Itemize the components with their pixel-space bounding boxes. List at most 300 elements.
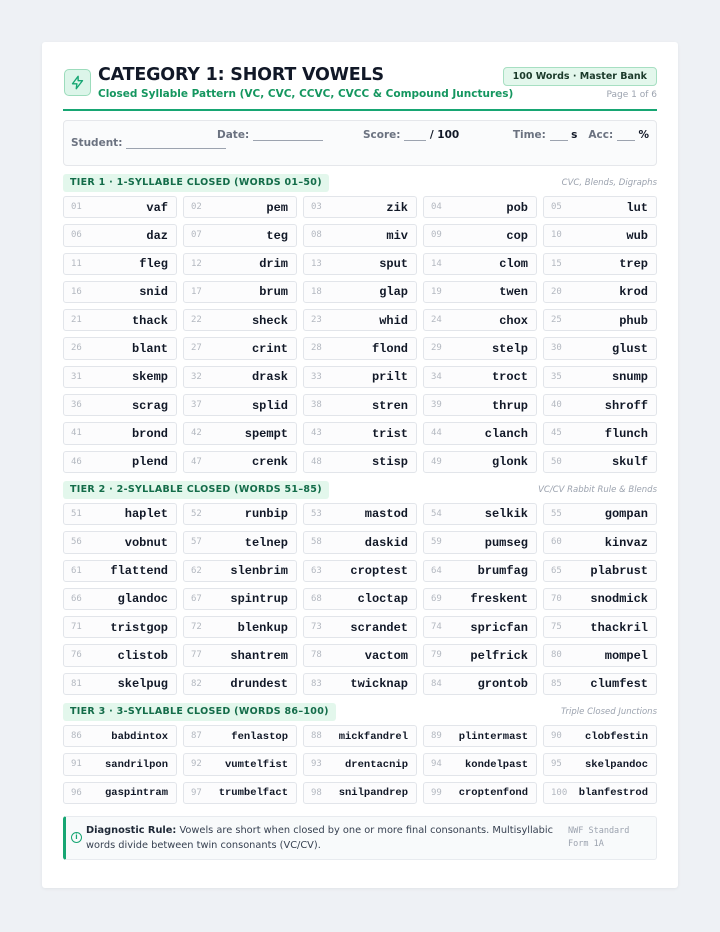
word-text: freskent <box>470 592 528 607</box>
acc-unit: % <box>638 129 649 141</box>
word-text: skemp <box>131 370 168 385</box>
tier-header <box>63 703 657 723</box>
word-text: slenbrim <box>230 564 288 579</box>
word-text: thackril <box>590 620 648 635</box>
word-number: 92 <box>191 759 202 770</box>
word-number: 64 <box>431 565 442 576</box>
word-number: 85 <box>551 678 562 689</box>
word-cell <box>63 281 177 303</box>
word-cell <box>543 253 657 275</box>
word-text: stren <box>371 398 408 413</box>
tier-label: TIER 3 · 3-SYLLABLE CLOSED (WORDS 86–100) <box>63 703 336 721</box>
word-number: 59 <box>431 537 442 548</box>
word-cell <box>303 366 417 388</box>
word-cell <box>303 309 417 331</box>
word-cell <box>423 422 537 444</box>
word-number: 10 <box>551 230 562 241</box>
word-text: daz <box>146 228 168 243</box>
time-label: Time: <box>512 129 546 141</box>
word-number: 40 <box>551 400 562 411</box>
word-cell <box>183 588 297 610</box>
word-cell <box>183 725 297 747</box>
word-number: 30 <box>551 343 562 354</box>
word-number: 73 <box>311 622 322 633</box>
word-cell <box>423 281 537 303</box>
word-number: 21 <box>71 315 82 326</box>
word-cell <box>423 673 537 695</box>
student-field[interactable] <box>71 129 226 149</box>
word-text: krod <box>619 285 648 300</box>
diagnostic-rule <box>86 823 556 853</box>
word-cell <box>303 253 417 275</box>
word-number: 83 <box>311 678 322 689</box>
word-number: 55 <box>551 508 562 519</box>
word-text: thrup <box>491 398 528 413</box>
word-text: drim <box>259 257 288 272</box>
word-number: 09 <box>431 230 442 241</box>
word-cell <box>183 782 297 804</box>
word-text: sandrilpon <box>104 758 168 771</box>
word-cell <box>423 531 537 553</box>
word-number: 93 <box>311 759 322 770</box>
word-number: 36 <box>71 400 82 411</box>
word-number: 79 <box>431 650 442 661</box>
word-cell <box>303 531 417 553</box>
word-text: haplet <box>124 507 168 522</box>
word-number: 66 <box>71 593 82 604</box>
acc-input-line[interactable] <box>617 129 635 141</box>
word-text: drentacnip <box>344 758 408 771</box>
word-number: 17 <box>191 286 202 297</box>
word-number: 23 <box>311 315 322 326</box>
word-cell <box>543 560 657 582</box>
word-text: cop <box>506 228 528 243</box>
tier-header <box>63 174 657 194</box>
score-label: Score: <box>363 129 401 141</box>
date-input-line[interactable] <box>253 129 323 141</box>
word-number: 46 <box>71 456 82 467</box>
word-number: 20 <box>551 286 562 297</box>
word-text: kondelpast <box>464 758 528 771</box>
word-text: croptenfond <box>458 787 528 800</box>
word-text: spricfan <box>470 620 528 635</box>
word-number: 48 <box>311 456 322 467</box>
word-number: 94 <box>431 759 442 770</box>
word-grid <box>63 196 657 473</box>
word-text: clumfest <box>590 677 648 692</box>
word-text: sput <box>379 257 408 272</box>
word-number: 96 <box>71 787 82 798</box>
word-cell <box>543 281 657 303</box>
word-text: drask <box>251 370 288 385</box>
word-cell <box>543 644 657 666</box>
word-number: 22 <box>191 315 202 326</box>
score-total: / 100 <box>429 129 460 141</box>
word-number: 52 <box>191 508 202 519</box>
word-number: 63 <box>311 565 322 576</box>
word-cell <box>63 588 177 610</box>
tier-header <box>63 481 657 501</box>
word-text: plend <box>131 455 168 470</box>
word-text: flond <box>371 341 408 356</box>
word-number: 18 <box>311 286 322 297</box>
word-number: 60 <box>551 537 562 548</box>
word-text: clobfestin <box>584 730 648 743</box>
word-text: skulf <box>611 455 648 470</box>
word-cell <box>543 309 657 331</box>
word-text: twicknap <box>350 677 408 692</box>
word-cell <box>423 337 537 359</box>
word-cell <box>543 337 657 359</box>
rule-text: Vowels are short when closed by one or more final consonants. Multisyllabic words divide between twin consonants (VC/CV). <box>86 824 554 851</box>
word-cell <box>543 422 657 444</box>
word-cell <box>183 451 297 473</box>
word-text: scrandet <box>350 620 408 635</box>
page-number: Page 1 of 6 <box>606 90 657 100</box>
word-number: 87 <box>191 731 202 742</box>
lightning-bolt-icon <box>64 69 91 96</box>
word-number: 45 <box>551 428 562 439</box>
word-cell <box>183 753 297 775</box>
word-number: 61 <box>71 565 82 576</box>
word-text: glap <box>379 285 408 300</box>
word-text: trumbelfact <box>218 787 288 800</box>
word-number: 26 <box>71 343 82 354</box>
word-text: vactom <box>364 648 408 663</box>
word-cell <box>423 309 537 331</box>
word-cell <box>303 337 417 359</box>
word-cell <box>183 616 297 638</box>
word-text: sheck <box>251 313 288 328</box>
word-text: trist <box>371 426 408 441</box>
word-cell <box>183 394 297 416</box>
word-text: blant <box>131 341 168 356</box>
word-text: lut <box>626 200 648 215</box>
word-text: stelp <box>491 341 528 356</box>
word-text: pob <box>506 200 528 215</box>
word-text: blanfestrod <box>578 787 648 800</box>
word-text: plabrust <box>590 564 648 579</box>
word-grid <box>63 503 657 695</box>
standard-form-label <box>568 825 638 851</box>
word-number: 82 <box>191 678 202 689</box>
word-cell <box>423 782 537 804</box>
word-cell <box>303 673 417 695</box>
word-number: 38 <box>311 400 322 411</box>
word-text: whid <box>379 313 408 328</box>
word-number: 06 <box>71 230 82 241</box>
word-text: flattend <box>110 564 168 579</box>
word-number: 19 <box>431 286 442 297</box>
student-info-box <box>63 120 657 166</box>
word-cell <box>303 588 417 610</box>
word-cell <box>183 196 297 218</box>
word-number: 75 <box>551 622 562 633</box>
word-cell <box>183 366 297 388</box>
word-cell <box>423 366 537 388</box>
word-text: thack <box>131 313 168 328</box>
word-cell <box>423 503 537 525</box>
word-text: glust <box>611 341 648 356</box>
time-input-line[interactable] <box>550 129 568 141</box>
word-count-badge: 100 Words · Master Bank <box>503 67 657 86</box>
word-number: 98 <box>311 787 322 798</box>
word-text: spintrup <box>230 592 288 607</box>
word-cell <box>63 616 177 638</box>
word-text: spempt <box>244 426 288 441</box>
word-number: 14 <box>431 258 442 269</box>
word-cell <box>543 616 657 638</box>
word-number: 62 <box>191 565 202 576</box>
word-number: 53 <box>311 508 322 519</box>
word-cell <box>543 394 657 416</box>
word-cell <box>543 196 657 218</box>
word-cell <box>423 616 537 638</box>
word-cell <box>303 281 417 303</box>
word-text: zik <box>386 200 408 215</box>
word-text: kinvaz <box>604 535 648 550</box>
word-number: 07 <box>191 230 202 241</box>
word-number: 80 <box>551 650 562 661</box>
word-cell <box>543 782 657 804</box>
word-cell <box>543 531 657 553</box>
word-number: 67 <box>191 593 202 604</box>
worksheet-header <box>63 42 657 111</box>
word-cell <box>183 531 297 553</box>
word-text: crenk <box>251 455 288 470</box>
word-cell <box>423 560 537 582</box>
standard-line-1: NWF Standard <box>568 825 630 836</box>
word-cell <box>303 196 417 218</box>
word-number: 100 <box>551 787 568 798</box>
word-number: 12 <box>191 258 202 269</box>
word-number: 13 <box>311 258 322 269</box>
word-cell <box>183 224 297 246</box>
word-cell <box>303 224 417 246</box>
acc-label: Acc: <box>588 129 614 141</box>
word-text: snump <box>611 370 648 385</box>
word-number: 88 <box>311 731 322 742</box>
word-cell <box>423 644 537 666</box>
word-text: pumseg <box>484 535 528 550</box>
word-cell <box>63 503 177 525</box>
word-text: scrag <box>131 398 168 413</box>
word-number: 44 <box>431 428 442 439</box>
word-number: 70 <box>551 593 562 604</box>
diagnostic-rule-box <box>63 816 657 860</box>
word-number: 58 <box>311 537 322 548</box>
word-text: flunch <box>604 426 648 441</box>
word-text: daskid <box>364 535 408 550</box>
word-cell <box>423 753 537 775</box>
word-text: vaf <box>146 200 168 215</box>
word-cell <box>63 753 177 775</box>
word-number: 15 <box>551 258 562 269</box>
word-cell <box>543 673 657 695</box>
worksheet-page <box>42 42 678 888</box>
word-number: 51 <box>71 508 82 519</box>
word-cell <box>543 503 657 525</box>
word-cell <box>303 644 417 666</box>
word-cell <box>63 644 177 666</box>
student-input-line[interactable] <box>126 137 226 149</box>
word-text: glandoc <box>117 592 168 607</box>
tier-sections <box>63 174 657 804</box>
word-number: 11 <box>71 258 82 269</box>
page-title: CATEGORY 1: SHORT VOWELS <box>98 65 384 85</box>
date-field[interactable] <box>217 129 323 141</box>
word-text: wub <box>626 228 648 243</box>
word-number: 57 <box>191 537 202 548</box>
word-text: grontob <box>477 677 528 692</box>
word-text: troct <box>491 370 528 385</box>
word-text: drundest <box>230 677 288 692</box>
word-cell <box>543 725 657 747</box>
rule-label: Diagnostic Rule: <box>86 824 177 836</box>
word-text: trep <box>619 257 648 272</box>
word-number: 25 <box>551 315 562 326</box>
word-cell <box>183 644 297 666</box>
word-cell <box>303 616 417 638</box>
word-text: brum <box>259 285 288 300</box>
word-text: miv <box>386 228 408 243</box>
word-number: 02 <box>191 202 202 212</box>
word-cell <box>63 782 177 804</box>
word-number: 05 <box>551 202 562 212</box>
word-number: 71 <box>71 622 82 633</box>
word-text: stisp <box>371 455 408 470</box>
word-cell <box>183 560 297 582</box>
page-subtitle: Closed Syllable Pattern (VC, CVC, CCVC, CVCC & Compound Junctures) <box>98 88 514 100</box>
word-cell <box>423 253 537 275</box>
word-number: 41 <box>71 428 82 439</box>
tier-note: CVC, Blends, Digraphs <box>561 178 657 188</box>
word-text: babdintox <box>111 730 168 743</box>
word-text: pelfrick <box>470 648 528 663</box>
word-cell <box>63 224 177 246</box>
word-text: prilt <box>371 370 408 385</box>
word-number: 01 <box>71 202 82 212</box>
word-number: 08 <box>311 230 322 241</box>
word-cell <box>63 366 177 388</box>
word-cell <box>303 451 417 473</box>
word-number: 37 <box>191 400 202 411</box>
word-text: telnep <box>244 535 288 550</box>
word-number: 89 <box>431 731 442 742</box>
word-cell <box>543 753 657 775</box>
word-number: 34 <box>431 371 442 382</box>
word-cell <box>63 309 177 331</box>
word-text: shantrem <box>230 648 288 663</box>
word-cell <box>543 224 657 246</box>
word-text: crint <box>251 341 288 356</box>
word-number: 91 <box>71 759 82 770</box>
word-cell <box>423 394 537 416</box>
score-field[interactable] <box>363 129 459 141</box>
word-number: 03 <box>311 202 322 212</box>
word-cell <box>63 422 177 444</box>
word-text: mompel <box>604 648 648 663</box>
word-cell <box>63 560 177 582</box>
word-text: plintermast <box>458 730 528 743</box>
word-number: 29 <box>431 343 442 354</box>
word-text: vumtelfist <box>224 758 288 771</box>
word-number: 99 <box>431 787 442 798</box>
word-number: 72 <box>191 622 202 633</box>
word-cell <box>63 673 177 695</box>
word-cell <box>543 366 657 388</box>
word-cell <box>63 337 177 359</box>
word-number: 27 <box>191 343 202 354</box>
word-cell <box>423 196 537 218</box>
word-cell <box>303 782 417 804</box>
word-text: clistob <box>117 648 168 663</box>
word-number: 54 <box>431 508 442 519</box>
word-cell <box>423 725 537 747</box>
tier-note: Triple Closed Junctions <box>561 707 657 718</box>
word-number: 50 <box>551 456 562 467</box>
word-text: vobnut <box>124 535 168 550</box>
word-text: clanch <box>484 426 528 441</box>
word-text: chox <box>499 313 528 328</box>
word-cell <box>63 451 177 473</box>
word-text: selkik <box>484 507 528 522</box>
word-cell <box>183 309 297 331</box>
word-text: splid <box>251 398 288 413</box>
word-number: 68 <box>311 593 322 604</box>
word-cell <box>303 560 417 582</box>
time-unit: s <box>571 129 578 141</box>
word-text: mastod <box>364 507 408 522</box>
word-cell <box>303 422 417 444</box>
score-input-line[interactable] <box>404 129 426 141</box>
word-number: 43 <box>311 428 322 439</box>
word-text: fenlastop <box>231 730 288 743</box>
word-number: 56 <box>71 537 82 548</box>
word-text: tristgop <box>110 620 168 635</box>
word-number: 04 <box>431 202 442 212</box>
tier-label: TIER 1 · 1-SYLLABLE CLOSED (WORDS 01–50) <box>63 174 329 192</box>
word-number: 97 <box>191 787 202 798</box>
word-number: 32 <box>191 371 202 382</box>
word-cell <box>303 725 417 747</box>
word-number: 47 <box>191 456 202 467</box>
word-number: 39 <box>431 400 442 411</box>
word-number: 78 <box>311 650 322 661</box>
word-text: skelpandoc <box>584 758 648 771</box>
word-grid <box>63 725 657 804</box>
word-text: cloctap <box>357 592 408 607</box>
word-number: 95 <box>551 759 562 770</box>
word-number: 76 <box>71 650 82 661</box>
word-cell <box>183 503 297 525</box>
word-number: 33 <box>311 371 322 382</box>
time-acc-field[interactable] <box>513 129 649 141</box>
word-number: 65 <box>551 565 562 576</box>
word-number: 28 <box>311 343 322 354</box>
word-number: 86 <box>71 731 82 742</box>
word-number: 49 <box>431 456 442 467</box>
word-text: gompan <box>604 507 648 522</box>
word-cell <box>183 673 297 695</box>
word-number: 77 <box>191 650 202 661</box>
word-number: 84 <box>431 678 442 689</box>
word-cell <box>543 588 657 610</box>
word-text: brumfag <box>477 564 528 579</box>
student-label: Student: <box>71 137 123 149</box>
word-cell <box>63 196 177 218</box>
word-cell <box>183 337 297 359</box>
